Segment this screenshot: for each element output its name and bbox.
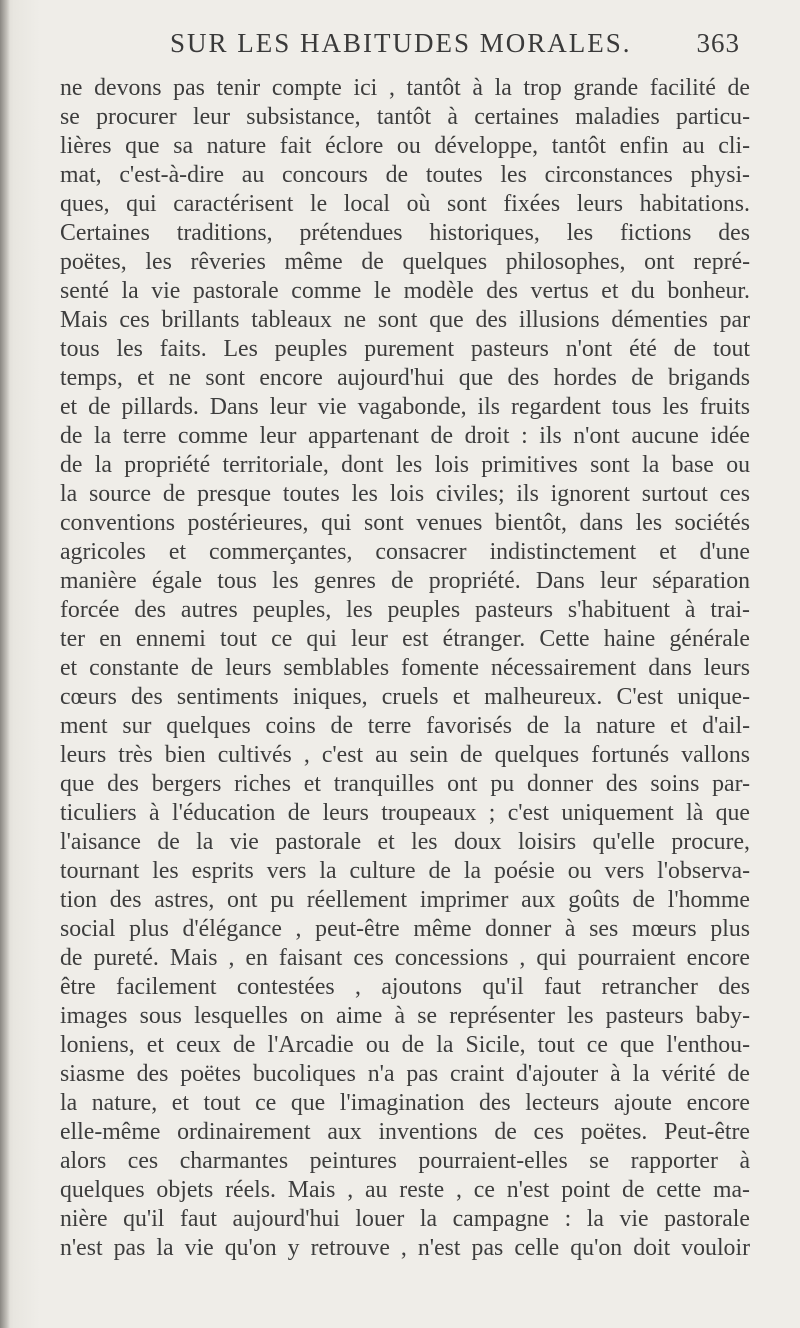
text-line: de la propriété territoriale, dont les lois primitives sont la base ou — [60, 452, 750, 478]
text-line: ne devons pas tenir compte ici , tantôt à la trop grande facilité de — [60, 75, 750, 101]
text-line: de la terre comme leur appartenant de droit : ils n'ont aucune idée — [60, 423, 750, 449]
text-line: Certaines traditions, prétendues historiques, les fictions des — [60, 220, 750, 246]
text-line: manière égale tous les genres de propriété. Dans leur séparation — [60, 568, 750, 594]
text-line: nière qu'il faut aujourd'hui louer la campagne : la vie pastorale — [60, 1206, 750, 1232]
text-line: être facilement contestées , ajoutons qu'il faut retrancher des — [60, 974, 750, 1000]
text-line: la nature, et tout ce que l'imagination des lecteurs ajoute encore — [60, 1090, 750, 1116]
text-line: siasme des poëtes bucoliques n'a pas craint d'ajouter à la vérité de — [60, 1061, 750, 1087]
text-line: agricoles et commerçantes, consacrer indistinctement et d'une — [60, 539, 750, 565]
text-line: poëtes, les rêveries même de quelques philosophes, ont repré- — [60, 249, 750, 275]
text-line: Mais ces brillants tableaux ne sont que des illusions démenties par — [60, 307, 750, 333]
text-line: n'est pas la vie qu'on y retrouve , n'est pas celle qu'on doit vouloir — [60, 1235, 750, 1261]
text-line: se procurer leur subsistance, tantôt à certaines maladies particu- — [60, 104, 750, 130]
text-line: la source de presque toutes les lois civiles; ils ignorent surtout ces — [60, 481, 750, 507]
text-line: l'aisance de la vie pastorale et les doux loisirs qu'elle procure, — [60, 829, 750, 855]
page-binding-edge — [0, 0, 10, 1328]
text-line: cœurs des sentiments iniques, cruels et malheureux. C'est unique- — [60, 684, 750, 710]
page-number: 363 — [696, 28, 740, 58]
body-text — [60, 74, 750, 1263]
text-line: elle-même ordinairement aux inventions de ces poëtes. Peut-être — [60, 1119, 750, 1145]
text-line: et constante de leurs semblables fomente nécessairement dans leurs — [60, 655, 750, 681]
text-line: tion des astres, ont pu réellement imprimer aux goûts de l'homme — [60, 887, 750, 913]
text-line: ques, qui caractérisent le local où sont fixées leurs habitations. — [60, 191, 750, 217]
running-head — [60, 20, 760, 64]
text-line: mat, c'est-à-dire au concours de toutes les circonstances physi- — [60, 162, 750, 188]
text-line: tous les faits. Les peuples purement pasteurs n'ont été de tout — [60, 336, 750, 362]
text-line: que des bergers riches et tranquilles ont pu donner des soins par- — [60, 771, 750, 797]
text-line: conventions postérieures, qui sont venues bientôt, dans les sociétés — [60, 510, 750, 536]
text-line: alors ces charmantes peintures pourraient-elles se rapporter à — [60, 1148, 750, 1174]
text-line: senté la vie pastorale comme le modèle des vertus et du bonheur. — [60, 278, 750, 304]
text-line: quelques objets réels. Mais , au reste , ce n'est point de cette ma- — [60, 1177, 750, 1203]
text-line: et de pillards. Dans leur vie vagabonde, ils regardent tous les fruits — [60, 394, 750, 420]
text-line: tournant les esprits vers la culture de la poésie ou vers l'observa- — [60, 858, 750, 884]
text-line: lières que sa nature fait éclore ou développe, tantôt enfin au cli- — [60, 133, 750, 159]
text-line: leurs très bien cultivés , c'est au sein de quelques fortunés vallons — [60, 742, 750, 768]
text-line: forcée des autres peuples, les peuples pasteurs s'habituent à trai- — [60, 597, 750, 623]
running-title: SUR LES HABITUDES MORALES. — [170, 28, 632, 58]
text-line: social plus d'élégance , peut-être même donner à ses mœurs plus — [60, 916, 750, 942]
text-line: images sous lesquelles on aime à se représenter les pasteurs baby- — [60, 1003, 750, 1029]
text-line: ter en ennemi tout ce qui leur est étranger. Cette haine générale — [60, 626, 750, 652]
text-line: loniens, et ceux de l'Arcadie ou de la Sicile, tout ce que l'enthou- — [60, 1032, 750, 1058]
text-line: de pureté. Mais , en faisant ces concessions , qui pourraient encore — [60, 945, 750, 971]
text-line: temps, et ne sont encore aujourd'hui que des hordes de brigands — [60, 365, 750, 391]
text-line: ticuliers à l'éducation de leurs troupeaux ; c'est uniquement là que — [60, 800, 750, 826]
text-line: ment sur quelques coins de terre favorisés de la nature et d'ail- — [60, 713, 750, 739]
